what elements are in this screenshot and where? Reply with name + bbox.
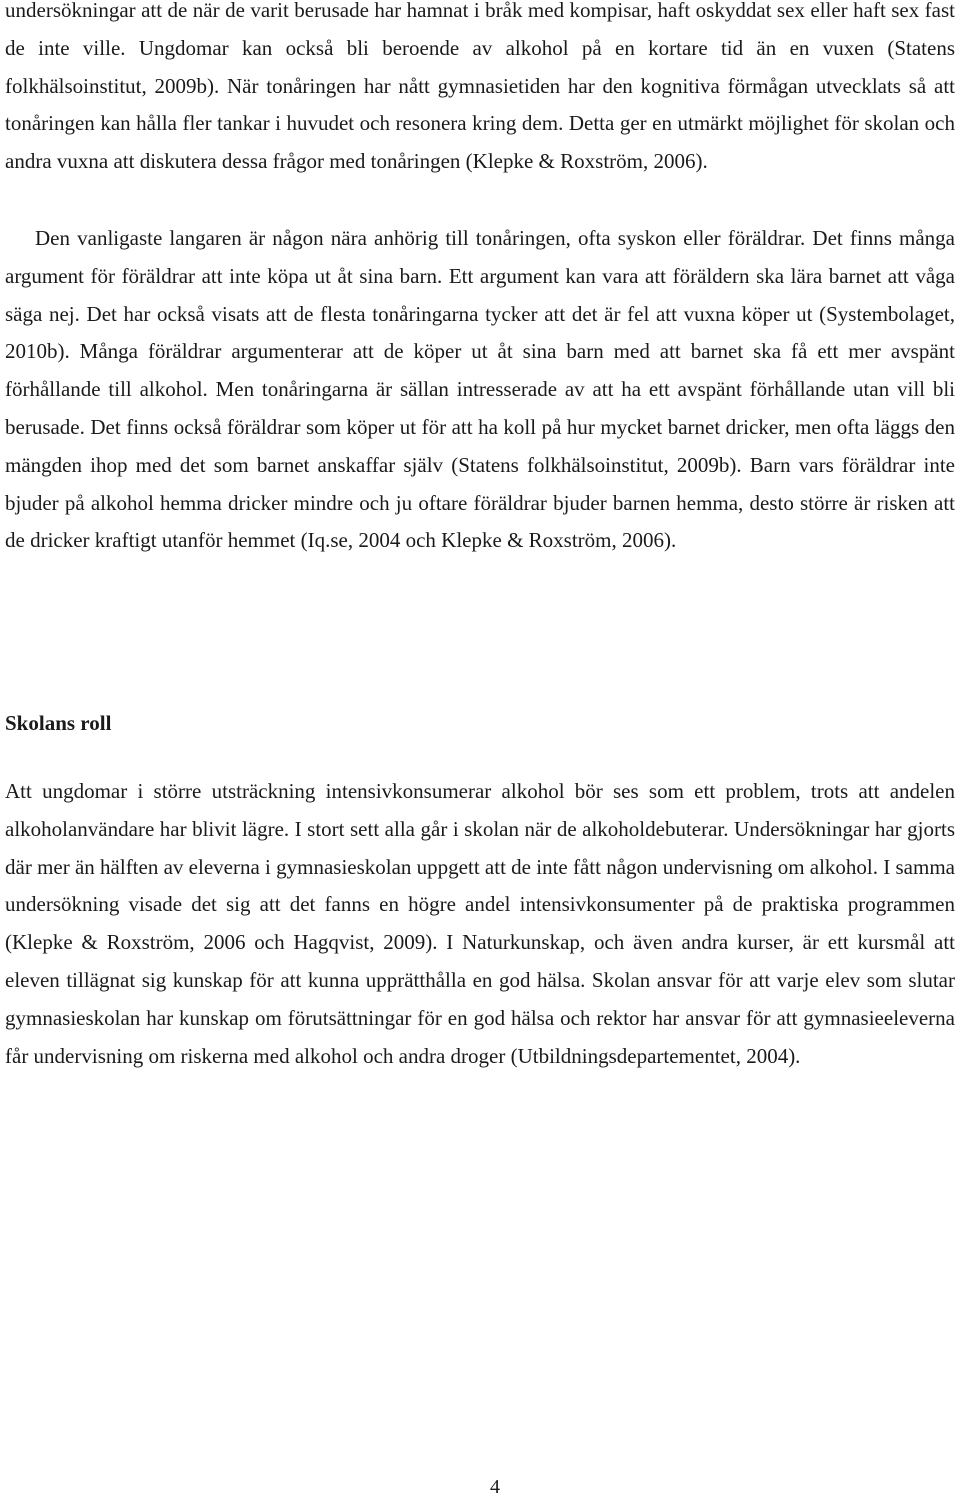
section-heading: Skolans roll xyxy=(5,711,112,735)
paragraph-alcohol-risks: undersökningar att de när de varit berusade har hamnat i bråk med kompisar, haft oskyddat sex eller haft sex fast de inte ville. Ungdomar kan också bli beroende av alkohol på en kortare tid än en vuxen (Statens folkhälsoinstitut, 2009b). När tonåringen har nått gymnasietiden har den kognitiva förmågan utvecklats så att tonåringen kan hålla fler tankar i huvudet och resonera kring dem. Detta ger en utmärkt möjlighet för skolan och andra vuxna att diskutera dessa frågor med tonåringen (Klepke & Roxström, 2006). xyxy=(5,0,955,174)
paragraph-school-role: Att ungdomar i större utsträckning intensivkonsumerar alkohol bör ses som ett problem, trots att andelen alkoholanvändare har blivit lägre. I stort sett alla går i skolan när de alkoholdebuterar. Undersökningar har gjorts där mer än hälften av eleverna i gymnasieskolan uppgett att de inte fått någon undervisning om alkohol. I samma undersökning visade det sig att det fanns en högre andel intensivkonsumenter på de praktiska programmen (Klepke & Roxström, 2006 och Hagqvist, 2009). I Naturkunskap, och även andra kurser, är ett kursmål att eleven tillägnat sig kunskap för att kunna upprätthålla en god hälsa. Skolan ansvar för att varje elev som slutar gymnasieskolan har kunskap om förutsättningar för en god hälsa och rektor har ansvar för att gymnasieeleverna får undervisning om riskerna med alkohol och andra droger (Utbildningsdepartementet, 2004). xyxy=(5,779,955,1068)
paragraph-langare: Den vanligaste langaren är någon nära anhörig till tonåringen, ofta syskon eller föräldrar. Det finns många argument för föräldrar att inte köpa ut åt sina barn. Ett argument kan vara att föräldern ska lära barnet att våga säga nej. Det har också visats att de flesta tonåringarna tycker att det är fel att vuxna köper ut (Systembolaget, 2010b). Många föräldrar argumenterar att de köper ut åt sina barn med att barnet ska få ett mer avspänt förhållande till alkohol. Men tonåringarna är sällan intresserade av att ha ett avspänt förhållande utan vill bli berusade. Det finns också föräldrar som köper ut för att ha koll på hur mycket barnet dricker, men ofta läggs den mängden ihop med det som barnet anskaffar själv (Statens folkhälsoinstitut, 2009b). Barn vars föräldrar inte bjuder på alkohol hemma dricker mindre och ju oftare föräldrar bjuder barnen hemma, desto större är risken att de dricker kraftigt utanför hemmet (Iq.se, 2004 och Klepke & Roxström, 2006). xyxy=(5,226,955,553)
page-number: 4 xyxy=(490,1476,500,1498)
